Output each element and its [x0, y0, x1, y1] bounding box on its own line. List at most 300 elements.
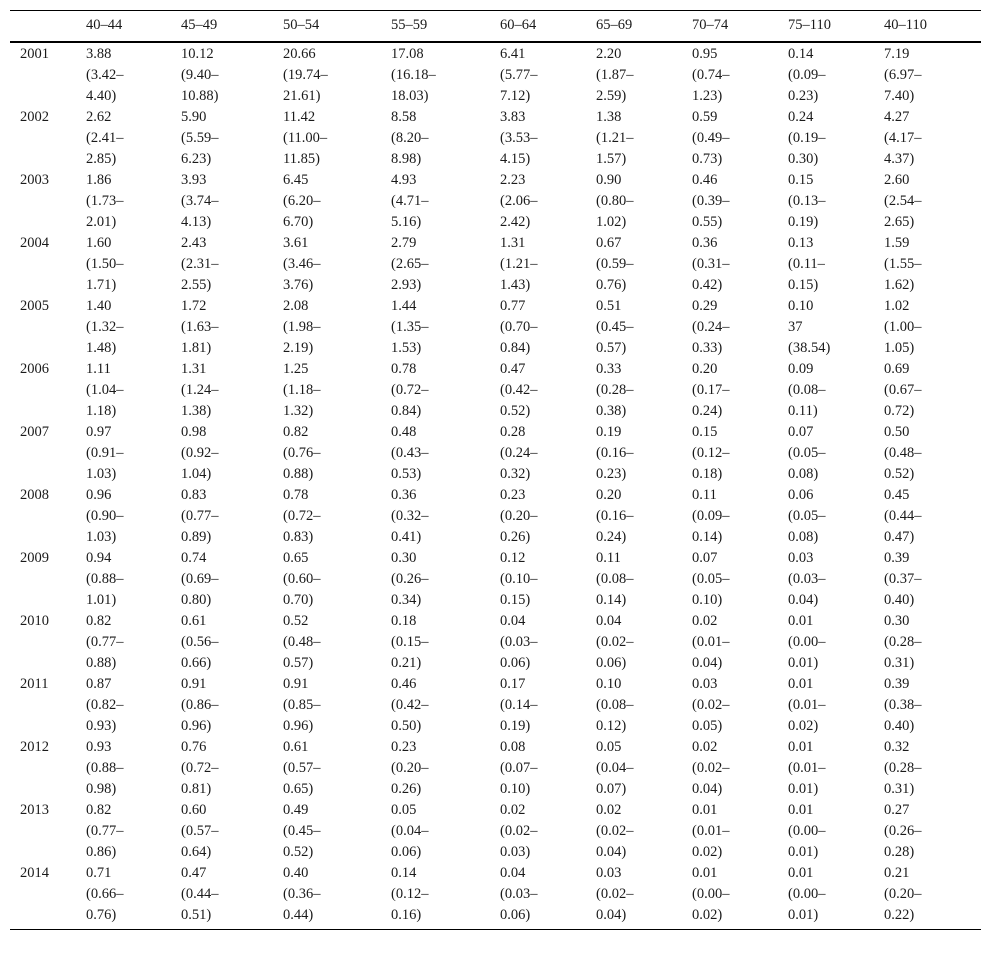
cell-confidence-interval: (9.40– 10.88) [181, 67, 219, 104]
cell-estimate: 0.91 [283, 676, 309, 692]
cell-confidence-interval: (0.11– 0.15) [788, 256, 825, 293]
cell-estimate: 1.25 [283, 361, 309, 377]
table-cell [596, 674, 692, 737]
table-cell [86, 800, 181, 863]
table-cell [884, 107, 981, 170]
table-cell [500, 737, 596, 800]
cell-estimate: 0.20 [596, 487, 622, 503]
cell-confidence-interval: (1.21– 1.43) [500, 256, 538, 293]
cell-estimate: 0.23 [500, 487, 526, 503]
cell-confidence-interval: (2.06– 2.42) [500, 193, 538, 230]
cell-estimate: 0.01 [788, 739, 814, 755]
cell-confidence-interval: (0.76– 0.88) [283, 445, 321, 482]
table-cell [500, 674, 596, 737]
cell-confidence-interval: (0.91– 1.03) [86, 445, 124, 482]
cell-estimate: 0.04 [500, 613, 526, 629]
table-cell [181, 107, 283, 170]
table-cell [692, 611, 788, 674]
table-cell [391, 737, 500, 800]
cell-confidence-interval: (0.57– 0.64) [181, 823, 219, 860]
table-cell [788, 611, 884, 674]
cell-estimate: 0.97 [86, 424, 112, 440]
cell-confidence-interval: (0.01– 0.02) [692, 823, 730, 860]
table-cell [391, 170, 500, 233]
cell-estimate: 0.01 [692, 865, 718, 881]
cell-confidence-interval: (0.12– 0.18) [692, 445, 730, 482]
table-cell [283, 548, 391, 611]
cell-estimate: 0.82 [283, 424, 309, 440]
cell-confidence-interval: (0.44– 0.51) [181, 886, 219, 923]
cell-estimate: 2.79 [391, 235, 417, 251]
row-year: 2004 [20, 235, 49, 251]
table-cell [283, 170, 391, 233]
table-cell [391, 233, 500, 296]
cell-confidence-interval: (0.01– 0.02) [788, 697, 826, 734]
cell-confidence-interval: (0.15– 0.21) [391, 634, 429, 671]
table-header [10, 11, 981, 43]
table-cell [692, 107, 788, 170]
table-cell [884, 548, 981, 611]
cell-estimate: 3.88 [86, 46, 112, 62]
cell-confidence-interval: (0.04– 0.07) [596, 760, 634, 797]
table-row [10, 800, 981, 863]
cell-estimate: 0.04 [596, 613, 622, 629]
cell-estimate: 20.66 [283, 46, 316, 62]
cell-confidence-interval: (0.45– 0.57) [596, 319, 634, 356]
cell-estimate: 0.61 [283, 739, 309, 755]
cell-estimate: 2.20 [596, 46, 622, 62]
table-cell [391, 359, 500, 422]
table-cell [500, 42, 596, 107]
cell-estimate: 0.10 [788, 298, 814, 314]
cell-estimate: 0.60 [181, 802, 207, 818]
cell-confidence-interval: (0.80– 1.02) [596, 193, 634, 230]
table-cell [788, 296, 884, 359]
table-cell [692, 233, 788, 296]
cell-confidence-interval: (2.41– 2.85) [86, 130, 124, 167]
cell-estimate: 0.29 [692, 298, 718, 314]
cell-confidence-interval: (0.07– 0.10) [500, 760, 538, 797]
cell-confidence-interval: (0.86– 0.96) [181, 697, 219, 734]
table-cell [181, 422, 283, 485]
cell-estimate: 0.14 [391, 865, 417, 881]
table-cell [283, 674, 391, 737]
cell-confidence-interval: (0.05– 0.08) [788, 508, 826, 545]
cell-confidence-interval: (1.98– 2.19) [283, 319, 321, 356]
table-cell [884, 863, 981, 930]
row-year: 2001 [20, 46, 49, 62]
incidence-table [10, 10, 981, 930]
table-cell [788, 485, 884, 548]
cell-confidence-interval: (0.77– 0.86) [86, 823, 124, 860]
table-cell [86, 737, 181, 800]
cell-confidence-interval: (0.48– 0.52) [884, 445, 922, 482]
table-cell [86, 674, 181, 737]
cell-estimate: 0.95 [692, 46, 718, 62]
cell-confidence-interval: (1.32– 1.48) [86, 319, 124, 356]
table-cell [788, 42, 884, 107]
cell-confidence-interval: (0.24– 0.33) [692, 319, 730, 356]
column-header-age-group: 70–74 [692, 17, 729, 33]
table-cell [692, 863, 788, 930]
cell-confidence-interval: (0.72– 0.84) [391, 382, 429, 419]
column-header-age-group: 75–110 [788, 17, 831, 33]
cell-confidence-interval: (0.12– 0.16) [391, 886, 429, 923]
table-cell [788, 548, 884, 611]
table-cell [692, 170, 788, 233]
table-cell [181, 485, 283, 548]
column-header-age-group: 55–59 [391, 17, 428, 33]
table-cell [692, 296, 788, 359]
cell-estimate: 0.74 [181, 550, 207, 566]
table-cell [500, 800, 596, 863]
table-row [10, 42, 981, 107]
cell-estimate: 0.40 [283, 865, 309, 881]
table-cell [596, 359, 692, 422]
table-cell [391, 863, 500, 930]
cell-estimate: 0.21 [884, 865, 910, 881]
cell-confidence-interval: (0.77– 0.88) [86, 634, 124, 671]
table-cell [500, 359, 596, 422]
table-cell [181, 170, 283, 233]
table-row [10, 611, 981, 674]
cell-confidence-interval: (0.60– 0.70) [283, 571, 321, 608]
table-cell [500, 170, 596, 233]
table-cell [596, 233, 692, 296]
row-year: 2013 [20, 802, 49, 818]
cell-confidence-interval: (0.59– 0.76) [596, 256, 634, 293]
cell-confidence-interval: (1.35– 1.53) [391, 319, 429, 356]
cell-confidence-interval: (0.02– 0.06) [596, 634, 634, 671]
cell-estimate: 0.07 [692, 550, 718, 566]
row-year: 2014 [20, 865, 49, 881]
cell-confidence-interval: (0.03– 0.06) [500, 634, 538, 671]
cell-estimate: 0.08 [500, 739, 526, 755]
row-year: 2003 [20, 172, 49, 188]
cell-confidence-interval: (0.74– 1.23) [692, 67, 730, 104]
cell-confidence-interval: (0.03– 0.04) [788, 571, 826, 608]
cell-confidence-interval: (8.20– 8.98) [391, 130, 429, 167]
cell-estimate: 0.20 [692, 361, 718, 377]
cell-confidence-interval: (0.19– 0.30) [788, 130, 826, 167]
cell-estimate: 0.90 [596, 172, 622, 188]
cell-estimate: 0.05 [596, 739, 622, 755]
column-header-year [10, 11, 86, 43]
table-cell [283, 422, 391, 485]
table-cell [692, 485, 788, 548]
cell-estimate: 0.49 [283, 802, 309, 818]
table-row [10, 107, 981, 170]
cell-confidence-interval: (0.08– 0.14) [596, 571, 634, 608]
cell-estimate: 0.02 [596, 802, 622, 818]
cell-confidence-interval: 37 (38.54) [788, 319, 831, 356]
cell-estimate: 0.87 [86, 676, 112, 692]
table-cell [788, 170, 884, 233]
table-cell [500, 548, 596, 611]
cell-confidence-interval: (11.00– 11.85) [283, 130, 328, 167]
cell-confidence-interval: (5.59– 6.23) [181, 130, 219, 167]
cell-estimate: 0.61 [181, 613, 207, 629]
table-cell [596, 42, 692, 107]
table-cell [86, 42, 181, 107]
row-year: 2010 [20, 613, 49, 629]
table-cell [181, 359, 283, 422]
cell-estimate: 0.19 [596, 424, 622, 440]
cell-estimate: 17.08 [391, 46, 424, 62]
cell-confidence-interval: (1.18– 1.32) [283, 382, 321, 419]
cell-estimate: 0.01 [788, 613, 814, 629]
cell-confidence-interval: (0.82– 0.93) [86, 697, 124, 734]
cell-confidence-interval: (0.66– 0.76) [86, 886, 124, 923]
table-row [10, 233, 981, 296]
cell-estimate: 0.33 [596, 361, 622, 377]
cell-estimate: 3.61 [283, 235, 309, 251]
cell-confidence-interval: (0.67– 0.72) [884, 382, 922, 419]
table-cell [500, 863, 596, 930]
cell-estimate: 0.39 [884, 550, 910, 566]
table-cell [788, 422, 884, 485]
table-cell [86, 233, 181, 296]
cell-estimate: 0.94 [86, 550, 112, 566]
cell-estimate: 0.69 [884, 361, 910, 377]
cell-confidence-interval: (0.88– 1.01) [86, 571, 124, 608]
table-cell [283, 42, 391, 107]
cell-estimate: 0.17 [500, 676, 526, 692]
table-cell [86, 107, 181, 170]
cell-estimate: 8.58 [391, 109, 417, 125]
cell-estimate: 1.31 [181, 361, 207, 377]
cell-estimate: 0.15 [788, 172, 814, 188]
cell-estimate: 0.48 [391, 424, 417, 440]
cell-confidence-interval: (0.09– 0.14) [692, 508, 730, 545]
table-row [10, 359, 981, 422]
table-cell [596, 737, 692, 800]
cell-estimate: 0.11 [692, 487, 717, 503]
table-cell [500, 233, 596, 296]
table-cell [596, 170, 692, 233]
cell-estimate: 1.72 [181, 298, 207, 314]
row-year: 2012 [20, 739, 49, 755]
cell-confidence-interval: (0.88– 0.98) [86, 760, 124, 797]
table-cell [283, 611, 391, 674]
cell-estimate: 0.46 [692, 172, 718, 188]
table-row [10, 170, 981, 233]
cell-confidence-interval: (0.57– 0.65) [283, 760, 321, 797]
cell-confidence-interval: (2.31– 2.55) [181, 256, 219, 293]
column-header-age-group: 45–49 [181, 17, 218, 33]
table-cell [181, 737, 283, 800]
table-row [10, 863, 981, 930]
cell-confidence-interval: (0.03– 0.06) [500, 886, 538, 923]
cell-estimate: 0.09 [788, 361, 814, 377]
cell-estimate: 0.78 [391, 361, 417, 377]
table-cell [391, 548, 500, 611]
table-cell [283, 485, 391, 548]
cell-estimate: 2.23 [500, 172, 526, 188]
cell-confidence-interval: (0.00– 0.01) [788, 886, 826, 923]
cell-confidence-interval: (3.74– 4.13) [181, 193, 219, 230]
cell-confidence-interval: (1.63– 1.81) [181, 319, 219, 356]
cell-confidence-interval: (0.00– 0.01) [788, 634, 826, 671]
table-cell [283, 863, 391, 930]
table-cell [86, 485, 181, 548]
cell-estimate: 0.11 [596, 550, 621, 566]
cell-estimate: 10.12 [181, 46, 214, 62]
table-cell [596, 548, 692, 611]
cell-confidence-interval: (0.09– 0.23) [788, 67, 826, 104]
cell-confidence-interval: (0.01– 0.01) [788, 760, 826, 797]
cell-estimate: 0.24 [788, 109, 814, 125]
table-cell [181, 800, 283, 863]
cell-estimate: 0.30 [884, 613, 910, 629]
table-cell [86, 548, 181, 611]
cell-confidence-interval: (3.53– 4.15) [500, 130, 538, 167]
table-cell [283, 800, 391, 863]
table-cell [788, 863, 884, 930]
table-cell [283, 359, 391, 422]
cell-estimate: 1.38 [596, 109, 622, 125]
table-cell [596, 485, 692, 548]
table-cell [500, 611, 596, 674]
cell-estimate: 2.62 [86, 109, 112, 125]
cell-estimate: 0.91 [181, 676, 207, 692]
cell-estimate: 2.43 [181, 235, 207, 251]
table-cell [596, 107, 692, 170]
table-row [10, 296, 981, 359]
table-cell [86, 359, 181, 422]
cell-estimate: 6.41 [500, 46, 526, 62]
cell-estimate: 3.83 [500, 109, 526, 125]
cell-confidence-interval: (0.31– 0.42) [692, 256, 730, 293]
table-cell [86, 863, 181, 930]
table-cell [884, 170, 981, 233]
cell-estimate: 0.15 [692, 424, 718, 440]
cell-estimate: 2.60 [884, 172, 910, 188]
cell-estimate: 0.39 [884, 676, 910, 692]
cell-confidence-interval: (0.28– 0.38) [596, 382, 634, 419]
table-cell [391, 42, 500, 107]
cell-confidence-interval: (0.24– 0.32) [500, 445, 538, 482]
table-cell [500, 296, 596, 359]
cell-confidence-interval: (0.69– 0.80) [181, 571, 219, 608]
cell-confidence-interval: (2.54– 2.65) [884, 193, 922, 230]
column-header-age-group: 40–44 [86, 17, 123, 33]
table-row [10, 674, 981, 737]
cell-estimate: 0.47 [500, 361, 526, 377]
row-year: 2008 [20, 487, 49, 503]
column-header-age-group: 50–54 [283, 17, 320, 33]
cell-confidence-interval: (0.70– 0.84) [500, 319, 538, 356]
cell-estimate: 0.13 [788, 235, 814, 251]
cell-confidence-interval: (0.39– 0.55) [692, 193, 730, 230]
cell-confidence-interval: (0.00– 0.01) [788, 823, 826, 860]
cell-estimate: 2.08 [283, 298, 309, 314]
table-cell [884, 233, 981, 296]
column-header-age-group: 60–64 [500, 17, 537, 33]
cell-estimate: 4.93 [391, 172, 417, 188]
table-cell [596, 800, 692, 863]
cell-estimate: 0.77 [500, 298, 526, 314]
cell-estimate: 0.06 [788, 487, 814, 503]
table-cell [391, 107, 500, 170]
cell-confidence-interval: (0.90– 1.03) [86, 508, 124, 545]
cell-confidence-interval: (1.87– 2.59) [596, 67, 634, 104]
cell-confidence-interval: (0.42– 0.52) [500, 382, 538, 419]
cell-confidence-interval: (1.04– 1.18) [86, 382, 124, 419]
cell-confidence-interval: (1.55– 1.62) [884, 256, 922, 293]
row-year: 2011 [20, 676, 49, 692]
table-cell [391, 674, 500, 737]
cell-estimate: 0.67 [596, 235, 622, 251]
table-cell [884, 422, 981, 485]
table-row [10, 485, 981, 548]
table-cell [692, 800, 788, 863]
cell-confidence-interval: (0.26– 0.28) [884, 823, 922, 860]
table-cell [86, 296, 181, 359]
cell-confidence-interval: (0.48– 0.57) [283, 634, 321, 671]
table-cell [788, 233, 884, 296]
cell-confidence-interval: (0.13– 0.19) [788, 193, 826, 230]
cell-estimate: 0.36 [391, 487, 417, 503]
row-year: 2002 [20, 109, 49, 125]
cell-confidence-interval: (0.08– 0.11) [788, 382, 826, 419]
cell-estimate: 0.96 [86, 487, 112, 503]
cell-confidence-interval: (3.46– 3.76) [283, 256, 321, 293]
table-cell [596, 296, 692, 359]
cell-estimate: 0.23 [391, 739, 417, 755]
table-cell [391, 800, 500, 863]
cell-estimate: 1.40 [86, 298, 112, 314]
cell-estimate: 0.36 [692, 235, 718, 251]
cell-confidence-interval: (0.72– 0.81) [181, 760, 219, 797]
cell-estimate: 0.12 [500, 550, 526, 566]
table-cell [181, 674, 283, 737]
table-cell [391, 422, 500, 485]
cell-confidence-interval: (6.97– 7.40) [884, 67, 922, 104]
cell-estimate: 0.65 [283, 550, 309, 566]
table-cell [283, 107, 391, 170]
cell-estimate: 0.98 [181, 424, 207, 440]
cell-estimate: 0.46 [391, 676, 417, 692]
cell-confidence-interval: (0.42– 0.50) [391, 697, 429, 734]
table-cell [692, 422, 788, 485]
table-cell [181, 42, 283, 107]
cell-confidence-interval: (1.21– 1.57) [596, 130, 634, 167]
cell-confidence-interval: (0.14– 0.19) [500, 697, 538, 734]
cell-confidence-interval: (2.65– 2.93) [391, 256, 429, 293]
cell-estimate: 0.02 [500, 802, 526, 818]
column-header-age-group: 40–110 [884, 17, 927, 33]
cell-confidence-interval: (0.05– 0.08) [788, 445, 826, 482]
table-cell [788, 107, 884, 170]
table-cell [884, 359, 981, 422]
data-table-container [10, 10, 981, 930]
cell-estimate: 0.52 [283, 613, 309, 629]
cell-confidence-interval: (0.00– 0.02) [692, 886, 730, 923]
cell-confidence-interval: (5.77– 7.12) [500, 67, 538, 104]
table-cell [181, 296, 283, 359]
cell-estimate: 0.01 [788, 802, 814, 818]
table-row [10, 548, 981, 611]
cell-confidence-interval: (19.74– 21.61) [283, 67, 328, 104]
table-cell [500, 422, 596, 485]
row-year: 2005 [20, 298, 49, 314]
cell-estimate: 1.11 [86, 361, 111, 377]
cell-estimate: 0.18 [391, 613, 417, 629]
table-cell [884, 42, 981, 107]
cell-estimate: 0.03 [692, 676, 718, 692]
cell-estimate: 4.27 [884, 109, 910, 125]
